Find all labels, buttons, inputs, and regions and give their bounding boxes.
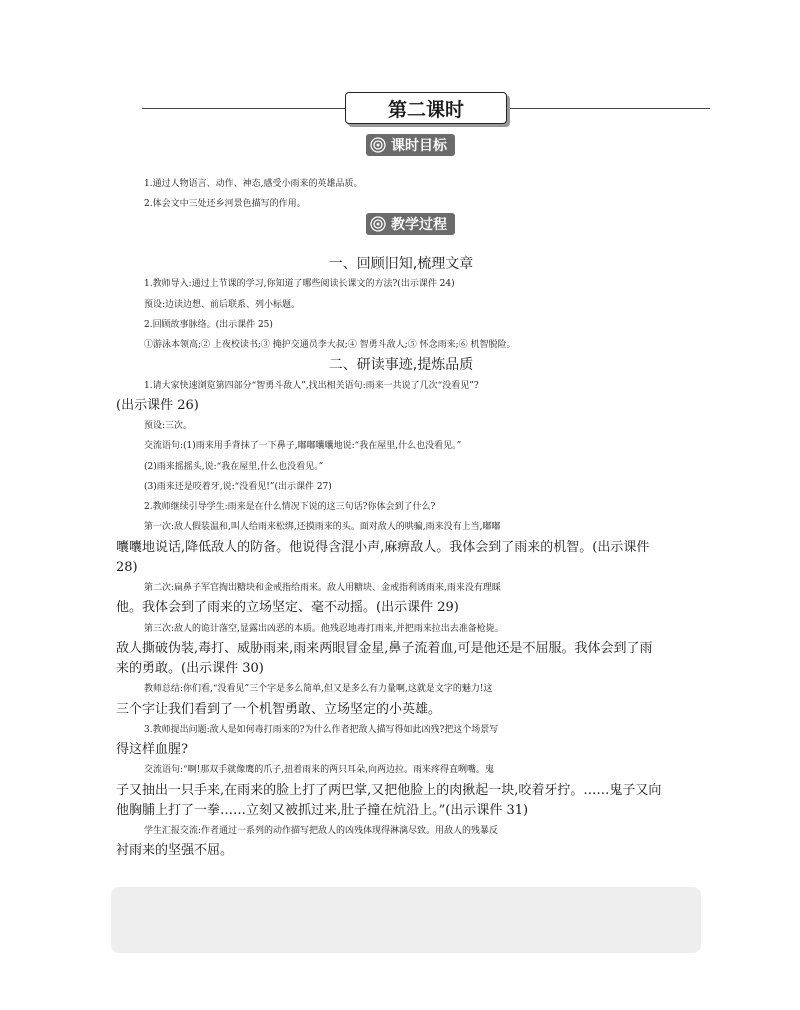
paragraph-line: 衬雨来的坚强不屈。 (116, 843, 234, 858)
lesson-title-banner (142, 90, 710, 130)
paragraph-line: 三个字让我们看到了一个机智勇敢、立场坚定的小英雄。 (116, 702, 442, 717)
paragraph-line: 来的勇敢。(出示课件 30) (116, 661, 264, 676)
process-badge-label: 教学过程 (391, 217, 447, 233)
paragraph-line: 交流语句:(1)雨来用手背抹了一下鼻子,嘟嘟囔囔地说:“我在屋里,什么也没看见。” (144, 441, 462, 451)
paragraph-line: 他。我体会到了雨来的立场坚定、毫不动摇。(出示课件 29) (116, 600, 459, 615)
paragraph-line: 2.教师继续引导学生:雨来是在什么情况下说的这三句话?你体会到了什么? (144, 502, 436, 512)
paragraph-line: 子又抽出一只手来,在雨来的脸上打了两巴掌,又把他脸上的肉揪起一块,咬着牙拧。……鬼子又向 (116, 783, 662, 798)
section-heading-1: 一、回顾旧知,梳理文章 (328, 256, 474, 272)
paragraph-line: 1.教师导入:通过上节课的学习,你知道了哪些阅读长课文的方法?(出示课件 24) (144, 279, 455, 289)
objective-2: 2.体会文中三处还乡河景色描写的作用。 (144, 199, 306, 209)
paragraph-line: 第一次:敌人假装温和,叫人给雨来松绑,还摸雨来的头。面对敌人的哄骗,雨来没有上当,嘟嘟 (144, 522, 501, 532)
paragraph-line: 28) (116, 560, 138, 575)
objectives-badge-label: 课时目标 (391, 138, 447, 154)
paragraph-line: ①游泳本领高;② 上夜校读书;③ 掩护交通员李大叔;④ 智勇斗敌人;⑤ 怀念雨来;⑥ 机智脱险。 (144, 340, 516, 350)
paragraph-line: 他胸脯上打了一拳……立刻又被抓过来,肚子撞在炕沿上。”(出示课件 31) (116, 803, 529, 818)
paragraph-line: 预设:三次。 (144, 421, 193, 431)
page-title: 第二课时 (345, 92, 507, 124)
paragraph-line: 3.教师提出问题:敌人是如何毒打雨来的?为什么作者把敌人描写得如此凶残?把这个场景写 (144, 725, 499, 735)
paragraph-line: 交流语句:“啊!那双手就像鹰的爪子,扭着雨来的两只耳朵,向两边拉。雨来疼得直咧嘴。鬼 (144, 765, 494, 775)
target-icon (370, 137, 386, 153)
paragraph-line: 教师总结:你们看,“没看见”三个字是多么简单,但又是多么有力量啊,这就是文字的魅力!这 (144, 684, 493, 694)
paragraph-line: 学生汇报交流:作者通过一系列的动作描写把敌人的凶残体现得淋漓尽致。用敌人的残暴反 (144, 826, 499, 836)
paragraph-line: 第二次:扁鼻子军官掏出糖块和金戒指给雨来。敌人用糖块、金戒指利诱雨来,雨来没有理睬 (144, 583, 501, 593)
target-icon (370, 216, 386, 232)
process-badge (366, 213, 455, 235)
paragraph-line: 2.回顾故事脉络。(出示课件 25) (144, 320, 273, 330)
objective-1: 1.通过人物语言、动作、神态,感受小雨来的英雄品质。 (144, 179, 363, 189)
paragraph-line: (3)雨来还是咬着牙,说:“没看见!”(出示课件 27) (144, 482, 332, 492)
paragraph-line: 预设:边读边想、前后联系、列小标题。 (144, 300, 301, 310)
paragraph-line: 囔囔地说话,降低敌人的防备。他说得含混小声,麻痹敌人。我体会到了雨来的机智。(出示课件 (116, 540, 650, 555)
objectives-badge (366, 134, 455, 156)
paragraph-line: 第三次:敌人的诡计落空,显露出凶恶的本质。他残忍地毒打雨来,并把雨来拉出去准备枪毙。 (144, 624, 504, 634)
paragraph-line: (出示课件 26) (116, 398, 199, 413)
footer-placeholder-box (111, 887, 701, 953)
paragraph-line: 得这样血腥? (116, 742, 188, 757)
paragraph-line: 1.请大家快速浏览第四部分“智勇斗敌人”,找出相关语句:雨来一共说了几次“没看见”? (144, 381, 479, 391)
section-heading-2: 二、研读事迹,提炼品质 (328, 357, 474, 373)
paragraph-line: (2)雨来摇摇头,说:“我在屋里,什么也没看见。” (144, 462, 324, 472)
paragraph-line: 敌人撕破伪装,毒打、威胁雨来,雨来两眼冒金星,鼻子流着血,可是他还是不屈服。我体会到了雨 (116, 641, 653, 656)
